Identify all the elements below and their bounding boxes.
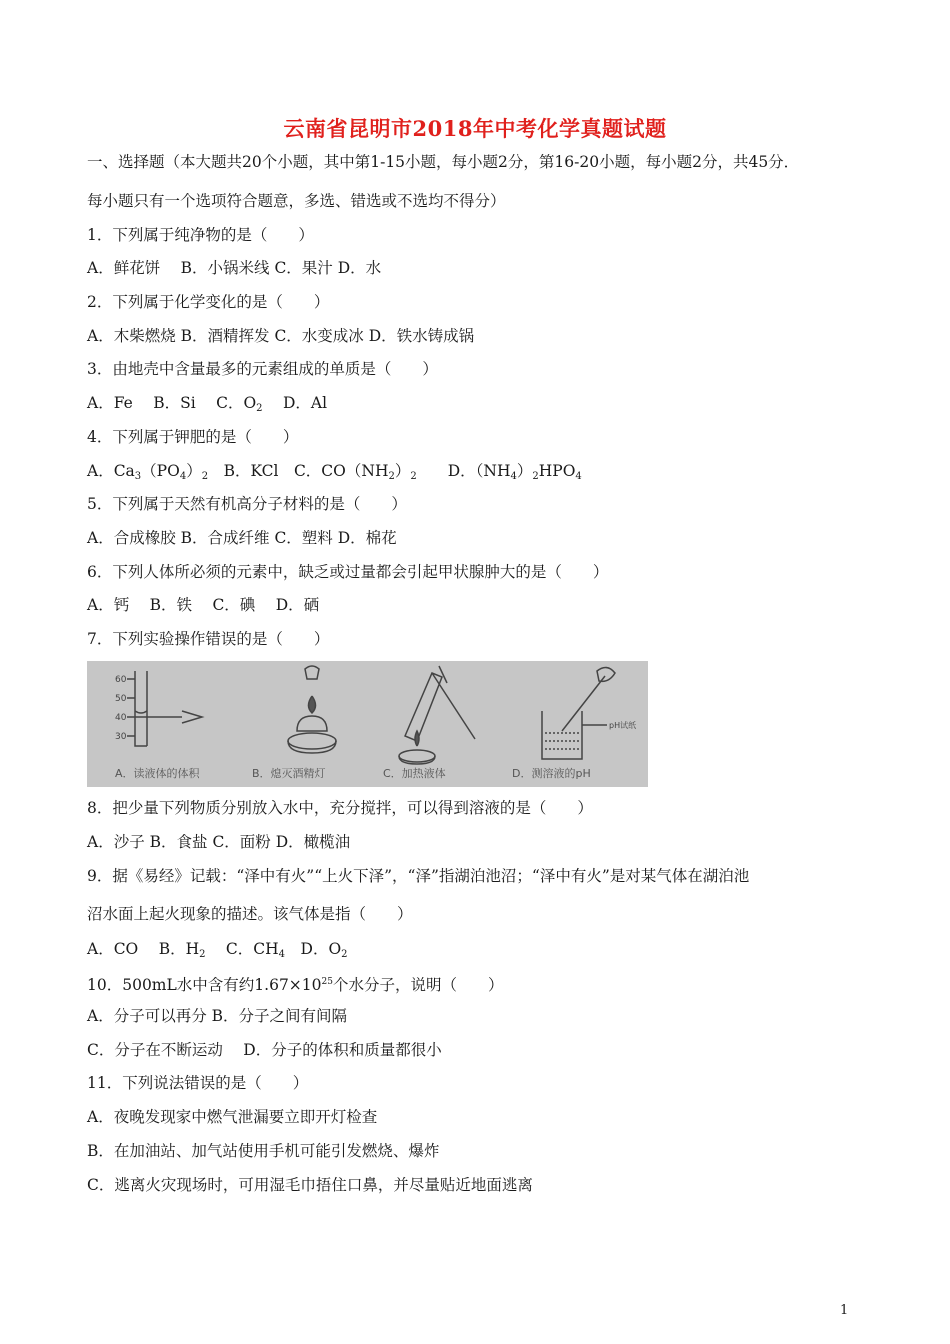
page-number: 1 — [840, 1303, 849, 1318]
section-instructions-2: 每小题只有一个选项符合题意，多选、错选或不选均不得分） — [87, 192, 506, 210]
heating-liquid-illustration — [399, 666, 475, 764]
question-8-options: A．沙子 B．食盐 C．面粉 D．橄榄油 — [87, 833, 351, 851]
question-5-options: A．合成橡胶 B．合成纤维 C．塑料 D．棉花 — [87, 529, 397, 547]
ph-paper-label: pH试纸 — [609, 721, 637, 730]
question-4-options: A．$Ca_3(PO_4)_2$ B．KCl C．$CO(NH_2)_2$ D．$(NH_4)_2HPO_4$ — [87, 462, 582, 482]
question-11-option-b: B．在加油站、加气站使用手机可能引发燃烧、爆炸 — [87, 1142, 440, 1160]
question-11-stem: 11．下列说法错误的是（ ） — [87, 1074, 309, 1092]
question-5-stem: 5．下列属于天然有机高分子材料的是（ ） — [87, 495, 407, 513]
graduated-cylinder-illustration — [127, 671, 202, 746]
cylinder-tick-60: 60 — [115, 675, 127, 685]
question-6-stem: 6．下列人体所必须的元素中，缺乏或过量都会引起甲状腺肿大的是（ ） — [87, 563, 609, 581]
caption-c: C．加热液体 — [383, 767, 446, 780]
cylinder-tick-30: 30 — [115, 732, 127, 742]
question-1-options: A．鲜花饼 B．小锅米线 C．果汁 D．水 — [87, 259, 382, 277]
caption-b: B．熄灭酒精灯 — [252, 767, 326, 780]
question-7-stem: 7．下列实验操作错误的是（ ） — [87, 630, 330, 648]
question-4-stem: 4．下列属于钾肥的是（ ） — [87, 428, 299, 446]
question-1-stem: 1．下列属于纯净物的是（ ） — [87, 226, 314, 244]
question-9-stem-2: 沼水面上起火现象的描述。该气体是指（ ） — [87, 905, 413, 923]
cylinder-tick-50: 50 — [115, 694, 127, 704]
question-9-stem-1: 9．据《易经》记载：“泽中有火”“上火下泽”，“泽”指湖泊池沼；“泽中有火”是对某气体在湖泊池 — [87, 867, 750, 885]
question-8-stem: 8．把少量下列物质分别放入水中，充分搅拌，可以得到溶液的是（ ） — [87, 799, 593, 817]
lab-operations-figure — [87, 661, 648, 787]
question-10-options-1: A．分子可以再分 B．分子之间有间隔 — [87, 1007, 348, 1025]
cylinder-tick-40: 40 — [115, 713, 127, 723]
caption-a: A．读液体的体积 — [115, 767, 200, 780]
ph-test-illustration — [542, 667, 615, 759]
question-3-stem: 3．由地壳中含量最多的元素组成的单质是（ ） — [87, 360, 438, 378]
caption-d: D．测溶液的pH — [512, 767, 591, 780]
question-10-stem: 10．500mL水中含有约$1.67\times 10^{25}$个水分子，说明（ ） — [87, 976, 504, 994]
alcohol-lamp-illustration — [288, 666, 336, 753]
question-2-stem: 2．下列属于化学变化的是（ ） — [87, 293, 330, 311]
question-10-options-2: C．分子在不断运动 D．分子的体积和质量都很小 — [87, 1041, 442, 1059]
question-3-options: A．Fe B．Si C．$O_2$ D．Al — [87, 394, 328, 414]
question-11-option-c: C．逃离火灾现场时，可用湿毛巾捂住口鼻，并尽量贴近地面逃离 — [87, 1176, 533, 1194]
question-9-options: A．CO B．$H_2$ C．$CH_4$ D．$O_2$ — [87, 940, 348, 960]
question-11-option-a: A．夜晚发现家中燃气泄漏要立即开灯检查 — [87, 1108, 378, 1126]
document-title: 云南省昆明市2018年中考化学真题试题 — [283, 116, 667, 141]
question-2-options: A．木柴燃烧 B．酒精挥发 C．水变成冰 D．铁水铸成锅 — [87, 327, 475, 345]
question-6-options: A．钙 B．铁 C．碘 D．硒 — [87, 596, 320, 614]
section-instructions-1: 一、选择题（本大题共20个小题，其中第1-15小题，每小题2分，第16-20小题，每小题2分，共45分． — [87, 153, 800, 171]
